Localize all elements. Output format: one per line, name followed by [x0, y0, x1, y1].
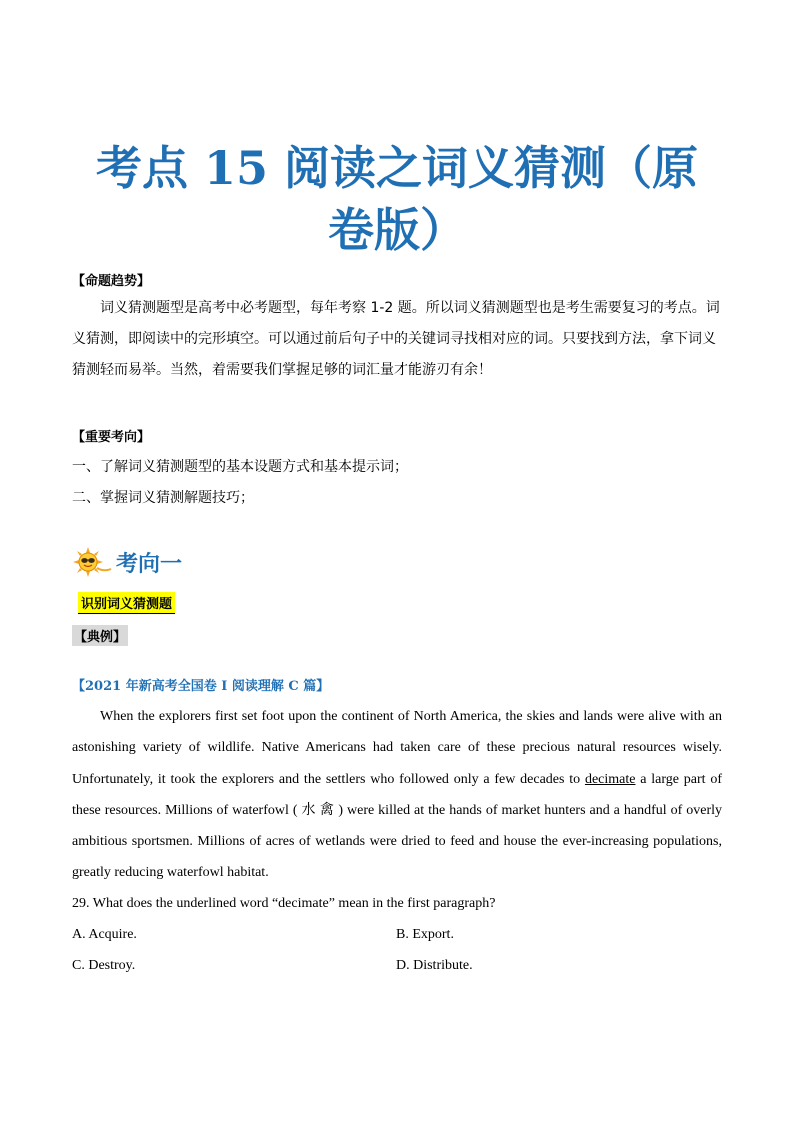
- highlight-topic: 识别词义猜测题: [78, 592, 175, 614]
- trend-text: 词义猜测题型是高考中必考题型，每年考察 1-2 题。所以词义猜测题型也是考生需要复习的考点。词义猜测，即阅读中的完形填空。可以通过前后句子中的关键词寻找相对应的词。只要找到方法，拿下词义猜测轻而易举。当然，着需要我们掌握足够的词汇量才能游刃有余！: [72, 300, 720, 378]
- passage-paragraph: [72, 701, 722, 889]
- direction-label: 【重要考向】: [72, 430, 151, 445]
- trend-label: 【命题趋势】: [72, 274, 151, 289]
- option-d: D. Distribute.: [396, 958, 473, 973]
- section-title: 考向一: [116, 550, 183, 577]
- page-title-line1: 考点 15 阅读之词义猜测（原: [95, 141, 699, 195]
- passage-text-before: When the explorers first set foot upon the continent of North America, the skies and lands were alive with an astonishing variety of wildlife. Native Americans had taken care of these precious natural resources wisely. Unfortunately, it took the explorers and the settlers who followed only a few decades to: [72, 709, 722, 787]
- option-b: B. Export.: [396, 927, 454, 942]
- section-heading: [72, 544, 182, 580]
- direction-item-2: 二、掌握词义猜测解题技巧；: [72, 490, 254, 506]
- sun-with-sunglasses-icon: [72, 546, 112, 578]
- trend-paragraph: [72, 293, 722, 386]
- question-29: 29. What does the underlined word “decimate” mean in the first paragraph?: [72, 896, 496, 911]
- underlined-word: decimate: [584, 771, 636, 787]
- source-label: 【2021 年新高考全国卷 I 阅读理解 C 篇】: [72, 679, 330, 694]
- page-title-line2: 卷版）: [328, 203, 466, 257]
- direction-item-1: 一、了解词义猜测题型的基本设题方式和基本提示词；: [72, 459, 408, 475]
- example-label: 【典例】: [72, 625, 128, 646]
- passage-text-after: a large part of these resources. Millions of waterfowl ( 水 禽 ) were killed at the hands of market hunters and a handful of overly ambitious sportsmen. Millions of acres of wetlands were dried to feed and house the ever-increasing populations, greatly reducing waterfowl habitat.: [72, 771, 722, 881]
- option-c: C. Destroy.: [72, 958, 136, 973]
- option-a: A. Acquire.: [72, 927, 137, 942]
